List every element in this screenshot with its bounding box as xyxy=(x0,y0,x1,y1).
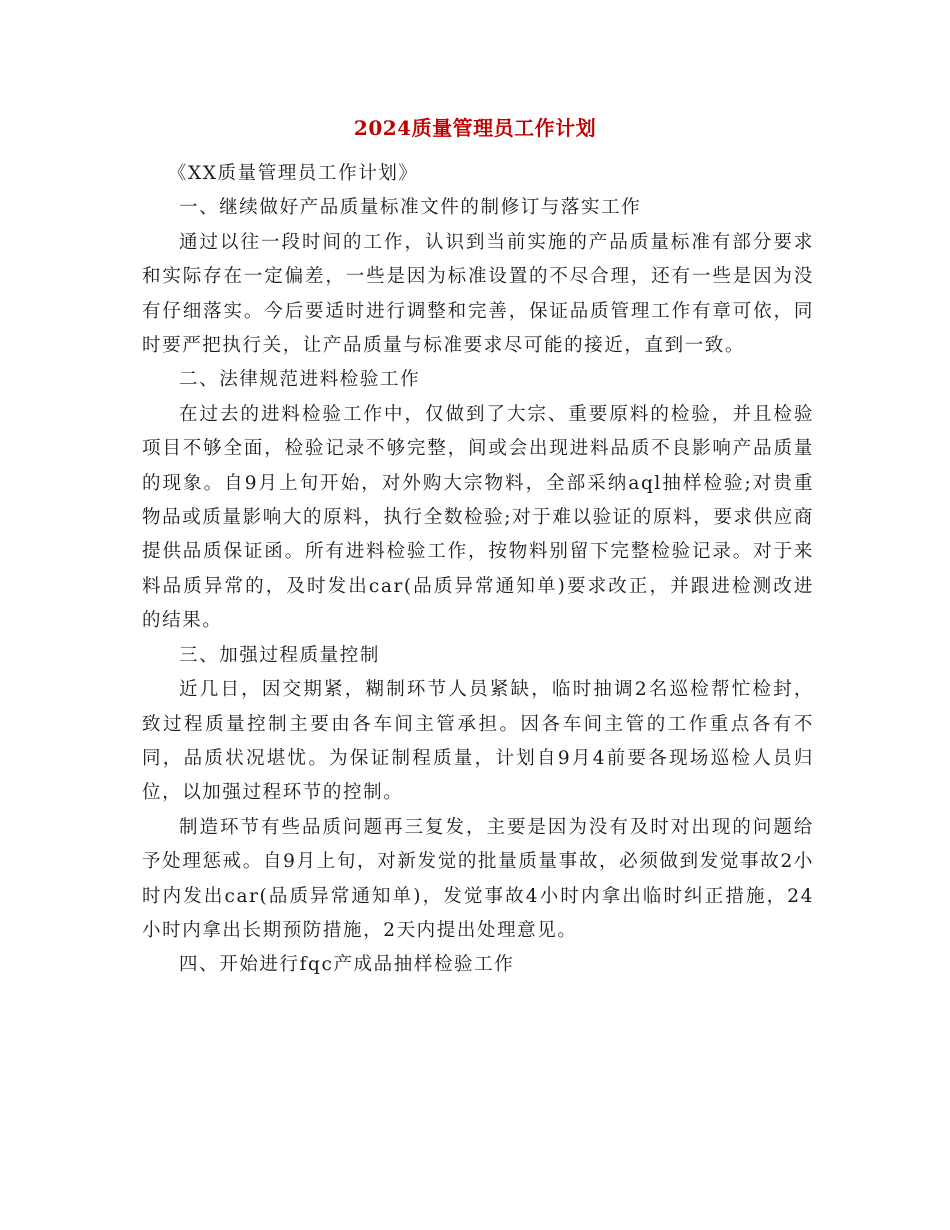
paragraph-1: 通过以往一段时间的工作，认识到当前实施的产品质量标准有部分要求和实际存在一定偏差，一些是因为标准设置的不尽合理，还有一些是因为没有仔细落实。今后要适时进行调整和完善，保证品质管理工作有章可依，同时要严把执行关，让产品质量与标准要求尽可能的接近，直到一致。 xyxy=(142,231,814,357)
document-title: 2024质量管理员工作计划 xyxy=(353,116,597,140)
section-heading-2: 二、法律规范进料检验工作 xyxy=(179,369,421,391)
section-heading-4: 四、开始进行fqc产成品抽样检验工作 xyxy=(179,954,515,976)
paragraph-2: 在过去的进料检验工作中，仅做到了大宗、重要原料的检验，并且检验项目不够全面，检验记录不够完整，间或会出现进料品质不良影响产品质量的现象。自9月上旬开始，对外购大宗物料，全部采纳aql抽样检验;对贵重物品或质量影响大的原料，执行全数检验;对于难以验证的原料，要求供应商提供品质保证函。所有进料检验工作，按物料别留下完整检验记录。对于来料品质异常的，及时发出car(品质异常通知单)要求改正，并跟进检测改进的结果。 xyxy=(142,403,814,632)
paragraph-4: 制造环节有些品质问题再三复发，主要是因为没有及时对出现的问题给予处理惩戒。自9月上旬，对新发觉的批量质量事故，必须做到发觉事故2小时内发出car(品质异常通知单)，发觉事故4小时内拿出临时纠正措施，24小时内拿出长期预防措施，2天内提出处理意见。 xyxy=(142,816,814,941)
document-subtitle: 《XX质量管理员工作计划》 xyxy=(167,163,419,184)
document-body xyxy=(142,157,814,983)
section-heading-1: 一、继续做好产品质量标准文件的制修订与落实工作 xyxy=(179,197,642,219)
paragraph-3: 近几日，因交期紧，糊制环节人员紧缺，临时抽调2名巡检帮忙检封，致过程质量控制主要由各车间主管承担。因各车间主管的工作重点各有不同，品质状况堪忧。为保证制程质量，计划自9月4前要各现场巡检人员归位，以加强过程环节的控制。 xyxy=(142,679,814,804)
section-heading-3: 三、加强过程质量控制 xyxy=(179,644,381,666)
